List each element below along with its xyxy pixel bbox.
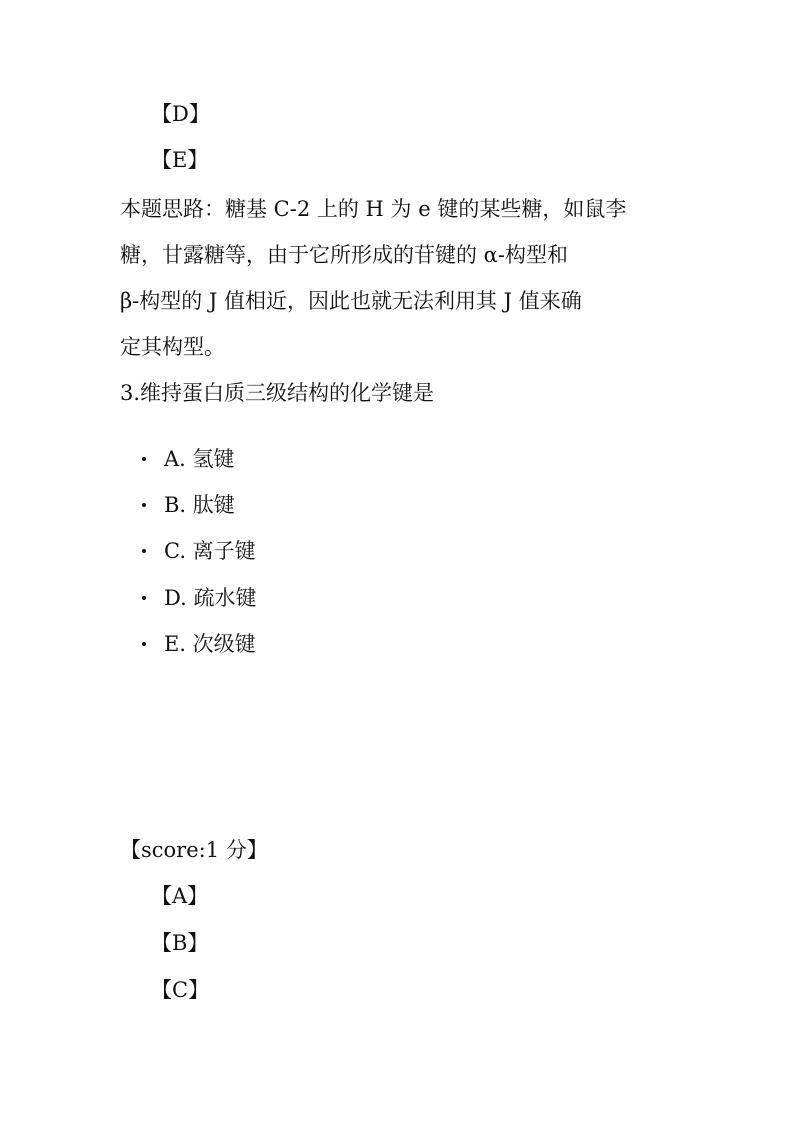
answer-option-e: 【E】 [151, 148, 209, 172]
explanation-line: β-构型的 J 值相近，因此也就无法利用其 J 值来确 [120, 289, 582, 313]
explanation-line: 本题思路：糖基 C-2 上的 H 为 e 键的某些糖，如鼠李 [120, 197, 627, 221]
explanation-line: 定其构型。 [120, 335, 225, 359]
choice-item[interactable] [142, 541, 256, 562]
bullet-icon [142, 503, 146, 507]
score-label: 【score:1 分】 [120, 838, 268, 862]
answer-option-c: 【C】 [151, 978, 210, 1002]
choice-item[interactable] [142, 495, 235, 516]
choice-item[interactable] [142, 634, 256, 655]
choice-label: A. 氢键 [164, 447, 235, 471]
bullet-icon [142, 642, 146, 646]
choice-item[interactable] [142, 449, 235, 470]
bullet-icon [142, 549, 146, 553]
question-text: 3.维持蛋白质三级结构的化学键是 [120, 381, 435, 405]
choice-label: E. 次级键 [164, 632, 256, 656]
choice-label: D. 疏水键 [164, 586, 257, 610]
bullet-icon [142, 596, 146, 600]
choice-label: B. 肽键 [164, 493, 235, 517]
explanation-line: 糖，甘露糖等，由于它所形成的苷键的 α-构型和 [120, 243, 568, 267]
answer-option-b: 【B】 [151, 931, 209, 955]
answer-option-a: 【A】 [151, 884, 209, 908]
bullet-icon [142, 457, 146, 461]
choice-label: C. 离子键 [164, 539, 256, 563]
choice-item[interactable] [142, 588, 256, 609]
answer-option-d: 【D】 [151, 102, 210, 126]
